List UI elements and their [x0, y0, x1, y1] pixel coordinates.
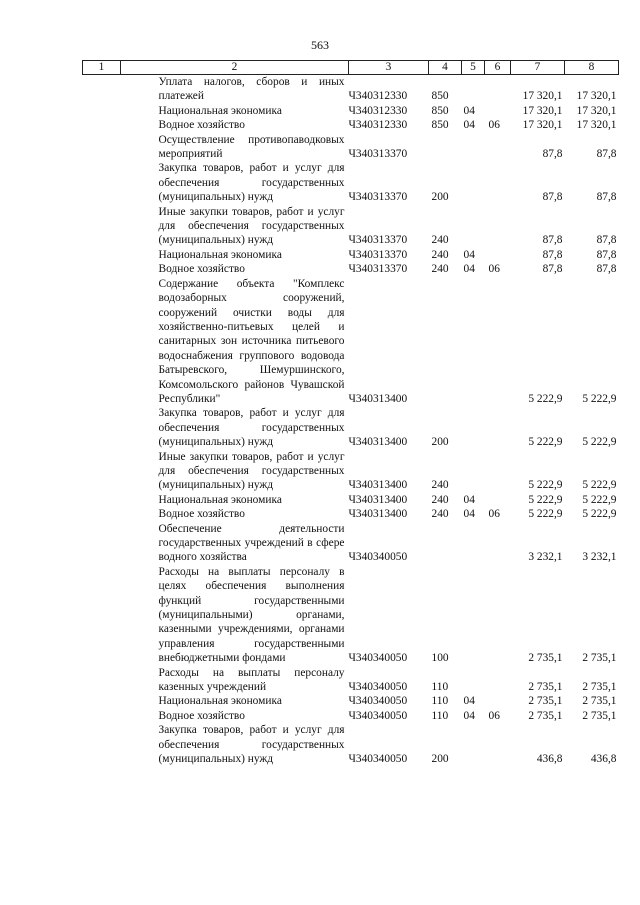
row-description: Обеспечение деятельности государственных учреждений в сфере водного хозяйства — [158, 522, 345, 564]
table-row — [83, 248, 619, 262]
row-amount-2: 5 222,9 — [582, 436, 617, 449]
table-header-row — [83, 61, 619, 75]
table-row — [83, 262, 619, 276]
table-row — [83, 709, 619, 723]
row-section — [462, 666, 485, 695]
table-row — [83, 666, 619, 695]
row-amount-1: 87,8 — [542, 191, 563, 204]
row-section: 04 — [463, 493, 475, 506]
row-blank-cell — [83, 104, 121, 118]
row-amount-1: 3 232,1 — [528, 551, 563, 564]
row-expense-type: 200 — [431, 436, 449, 449]
row-subsection — [485, 522, 511, 565]
row-description: Национальная экономика — [158, 104, 282, 117]
row-target-code: Ч340340050 — [348, 695, 408, 708]
row-amount-1: 5 222,9 — [528, 493, 563, 506]
table-row — [83, 104, 619, 118]
row-expense-type: 200 — [431, 753, 449, 766]
row-section — [462, 406, 485, 449]
row-target-code: Ч340312330 — [348, 119, 408, 132]
row-section: 04 — [463, 248, 475, 261]
row-target-code: Ч340313400 — [348, 508, 408, 521]
row-blank-cell — [83, 507, 121, 521]
row-description: Закупка товаров, работ и услуг для обеспечения государственных (муниципальных) нужд — [158, 724, 345, 766]
table-row — [83, 75, 619, 104]
row-amount-1: 2 735,1 — [528, 695, 563, 708]
row-expense-type: 850 — [431, 119, 449, 132]
row-expense-type: 850 — [431, 90, 449, 103]
row-blank-cell — [83, 205, 121, 248]
row-amount-2: 17 320,1 — [576, 90, 617, 103]
row-expense-type: 240 — [431, 493, 449, 506]
row-expense-type — [429, 522, 462, 565]
row-subsection — [485, 565, 511, 666]
row-description: Иные закупки товаров, работ и услуг для обеспечения государственных (муниципальных) нужд — [158, 205, 345, 247]
row-section: 04 — [463, 119, 475, 132]
row-amount-2: 2 735,1 — [582, 681, 617, 694]
row-blank-cell — [83, 694, 121, 708]
row-subsection: 06 — [488, 709, 500, 722]
row-expense-type: 110 — [431, 695, 449, 708]
row-description: Иные закупки товаров, работ и услуг для обеспечения государственных (муниципальных) нужд — [158, 450, 345, 492]
row-description: Национальная экономика — [158, 695, 282, 708]
row-description: Водное хозяйство — [158, 709, 245, 722]
table-row — [83, 277, 619, 407]
row-target-code: Ч340313370 — [348, 191, 408, 204]
header-col-2: 2 — [121, 61, 349, 75]
table-row — [83, 723, 619, 766]
table-row — [83, 694, 619, 708]
row-section — [462, 565, 485, 666]
row-section — [462, 522, 485, 565]
row-section — [462, 723, 485, 766]
row-expense-type: 110 — [431, 681, 449, 694]
row-amount-2: 2 735,1 — [582, 652, 617, 665]
row-subsection — [485, 248, 511, 262]
row-blank-cell — [83, 709, 121, 723]
row-target-code: Ч340313400 — [348, 436, 408, 449]
row-description: Национальная экономика — [158, 493, 282, 506]
row-subsection — [485, 75, 511, 104]
row-target-code: Ч340312330 — [348, 104, 408, 117]
header-col-5: 5 — [462, 61, 485, 75]
row-subsection — [485, 104, 511, 118]
table-row — [83, 161, 619, 204]
row-target-code: Ч340313370 — [348, 234, 408, 247]
row-amount-2: 5 222,9 — [582, 479, 617, 492]
row-amount-1: 2 735,1 — [528, 709, 563, 722]
row-description: Водное хозяйство — [158, 263, 245, 276]
row-amount-2: 87,8 — [596, 234, 617, 247]
row-expense-type — [429, 277, 462, 407]
row-subsection — [485, 450, 511, 493]
row-blank-cell — [83, 493, 121, 507]
row-target-code: Ч340313370 — [348, 263, 408, 276]
row-section: 04 — [463, 104, 475, 117]
row-subsection — [485, 493, 511, 507]
row-section: 04 — [463, 263, 475, 276]
page-number: 563 — [311, 38, 329, 52]
row-section: 04 — [463, 709, 475, 722]
row-section — [462, 205, 485, 248]
row-section: 04 — [463, 508, 475, 521]
row-subsection — [485, 406, 511, 449]
row-subsection: 06 — [488, 508, 500, 521]
row-amount-1: 5 222,9 — [528, 479, 563, 492]
budget-table — [82, 60, 619, 767]
row-amount-1: 5 222,9 — [528, 392, 563, 405]
table-row — [83, 522, 619, 565]
row-subsection — [485, 723, 511, 766]
row-section — [462, 450, 485, 493]
row-amount-2: 2 735,1 — [582, 709, 617, 722]
row-expense-type: 100 — [431, 652, 449, 665]
row-target-code: Ч340340050 — [348, 753, 408, 766]
row-target-code: Ч340340050 — [348, 551, 408, 564]
row-blank-cell — [83, 666, 121, 695]
row-description: Закупка товаров, работ и услуг для обеспечения государственных (муниципальных) нужд — [158, 162, 345, 204]
row-expense-type: 240 — [431, 234, 449, 247]
row-amount-2: 87,8 — [596, 248, 617, 261]
row-blank-cell — [83, 406, 121, 449]
row-expense-type: 240 — [431, 248, 449, 261]
row-blank-cell — [83, 161, 121, 204]
row-amount-1: 5 222,9 — [528, 436, 563, 449]
row-target-code: Ч340340050 — [348, 681, 408, 694]
row-subsection — [485, 133, 511, 162]
row-blank-cell — [83, 248, 121, 262]
row-blank-cell — [83, 450, 121, 493]
row-expense-type: 850 — [431, 104, 449, 117]
row-amount-2: 5 222,9 — [582, 508, 617, 521]
row-amount-2: 87,8 — [596, 148, 617, 161]
row-amount-1: 17 320,1 — [522, 104, 563, 117]
row-amount-1: 87,8 — [542, 248, 563, 261]
table-row — [83, 450, 619, 493]
row-subsection — [485, 161, 511, 204]
row-amount-2: 436,8 — [590, 753, 617, 766]
row-description: Уплата налогов, сборов и иных платежей — [158, 76, 345, 103]
row-target-code: Ч340313400 — [348, 392, 408, 405]
row-blank-cell — [83, 277, 121, 407]
row-amount-2: 87,8 — [596, 191, 617, 204]
row-expense-type: 240 — [431, 479, 449, 492]
row-description: Осуществление противопаводковых мероприятий — [158, 133, 345, 161]
row-blank-cell — [83, 118, 121, 132]
row-amount-2: 2 735,1 — [582, 695, 617, 708]
row-subsection — [485, 666, 511, 695]
row-amount-1: 87,8 — [542, 263, 563, 276]
row-amount-1: 2 735,1 — [528, 652, 563, 665]
row-target-code: Ч340313370 — [348, 248, 408, 261]
row-section — [462, 75, 485, 104]
row-amount-1: 2 735,1 — [528, 681, 563, 694]
row-subsection: 06 — [488, 119, 500, 132]
row-amount-1: 5 222,9 — [528, 508, 563, 521]
row-section — [462, 161, 485, 204]
row-amount-1: 87,8 — [542, 234, 563, 247]
row-target-code: Ч340313400 — [348, 479, 408, 492]
row-target-code: Ч340313400 — [348, 493, 408, 506]
row-amount-2: 17 320,1 — [576, 104, 617, 117]
header-col-4: 4 — [429, 61, 462, 75]
row-blank-cell — [83, 75, 121, 104]
row-section: 04 — [463, 695, 475, 708]
row-amount-1: 17 320,1 — [522, 119, 563, 132]
table-row — [83, 118, 619, 132]
row-amount-2: 3 232,1 — [582, 551, 617, 564]
row-blank-cell — [83, 522, 121, 565]
table-row — [83, 507, 619, 521]
row-expense-type: 240 — [431, 508, 449, 521]
row-expense-type: 240 — [431, 263, 449, 276]
row-expense-type: 110 — [431, 709, 449, 722]
row-subsection: 06 — [488, 263, 500, 276]
row-expense-type — [429, 133, 462, 162]
header-col-1: 1 — [83, 61, 121, 75]
row-blank-cell — [83, 262, 121, 276]
row-description: Закупка товаров, работ и услуг для обеспечения государственных (муниципальных) нужд — [158, 407, 345, 449]
header-col-6: 6 — [485, 61, 511, 75]
row-amount-1: 436,8 — [536, 753, 563, 766]
row-subsection — [485, 277, 511, 407]
row-target-code: Ч340340050 — [348, 652, 408, 665]
row-subsection — [485, 694, 511, 708]
row-target-code: Ч340313370 — [348, 148, 408, 161]
table-row — [83, 133, 619, 162]
row-description: Расходы на выплаты персоналу в целях обеспечения выполнения функций государственными (муниципальными) органами, казенными учреждениями, органами управления государственными внебюджетными фондами — [158, 565, 345, 665]
table-row — [83, 205, 619, 248]
row-subsection — [485, 205, 511, 248]
row-amount-2: 5 222,9 — [582, 493, 617, 506]
header-col-7: 7 — [511, 61, 565, 75]
row-description: Водное хозяйство — [158, 508, 245, 521]
row-target-code: Ч340340050 — [348, 709, 408, 722]
row-amount-2: 5 222,9 — [582, 392, 617, 405]
row-description: Расходы на выплаты персоналу казенных учреждений — [158, 666, 345, 694]
row-section — [462, 133, 485, 162]
row-amount-1: 87,8 — [542, 148, 563, 161]
table-row — [83, 406, 619, 449]
row-description: Содержание объекта "Комплекс водозаборных сооружений, сооружений очистки воды для хозяйственно-питьевых целей и санитарных зон источника питьевого водоснабжения группового водовода Батыревского, Шемуршинского, Комсомольского районов Чувашской Республики" — [158, 277, 345, 405]
header-col-3: 3 — [349, 61, 429, 75]
header-col-8: 8 — [565, 61, 619, 75]
row-blank-cell — [83, 133, 121, 162]
row-description: Национальная экономика — [158, 248, 282, 261]
row-blank-cell — [83, 723, 121, 766]
table-row — [83, 565, 619, 666]
table-row — [83, 493, 619, 507]
table-body — [83, 75, 619, 767]
row-section — [462, 277, 485, 407]
row-blank-cell — [83, 565, 121, 666]
row-description: Водное хозяйство — [158, 119, 245, 132]
row-amount-2: 87,8 — [596, 263, 617, 276]
row-expense-type: 200 — [431, 191, 449, 204]
row-amount-2: 17 320,1 — [576, 119, 617, 132]
row-amount-1: 17 320,1 — [522, 90, 563, 103]
row-target-code: Ч340312330 — [348, 90, 408, 103]
